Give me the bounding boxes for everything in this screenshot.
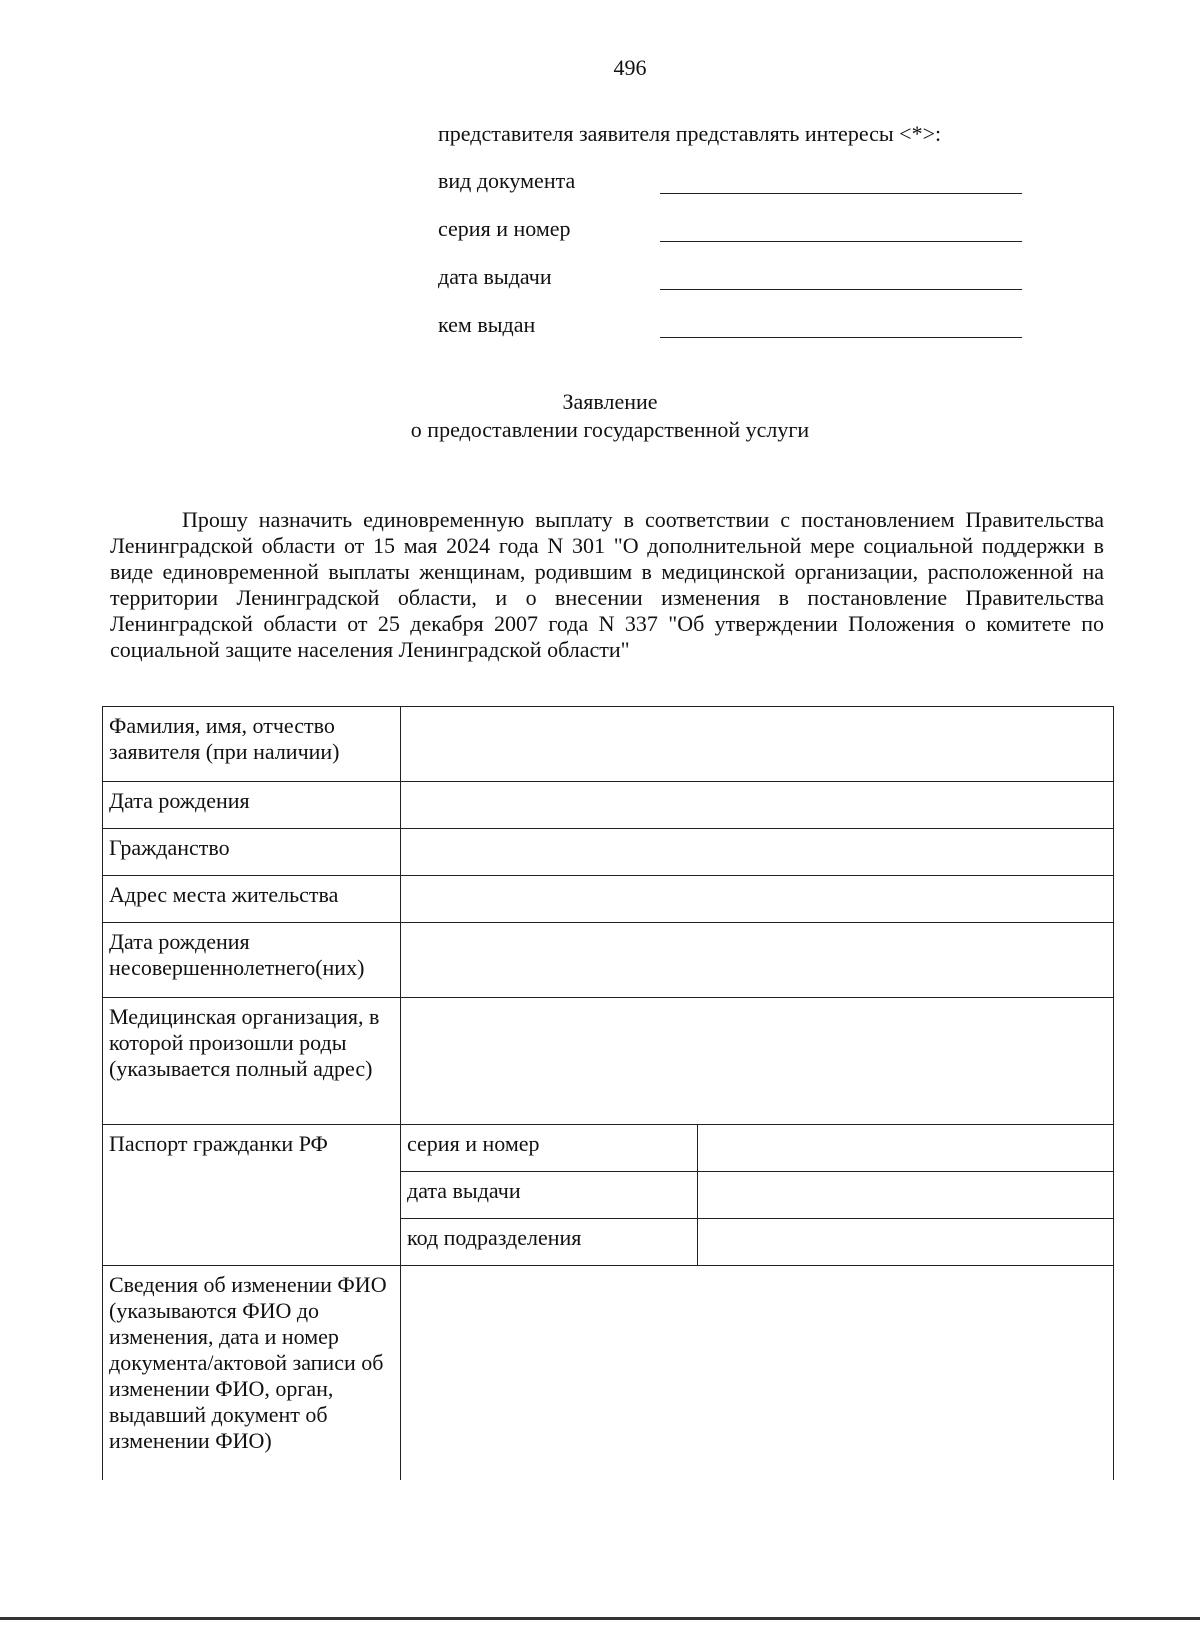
medical-org-label: Медицинская организация, в которой произошли роды (указывается полный адрес) — [103, 998, 401, 1125]
page-number: 496 — [613, 55, 647, 80]
table-row — [103, 782, 1114, 829]
document-type-row — [438, 148, 1038, 196]
full-name-field[interactable] — [401, 707, 1114, 782]
birth-date-field[interactable] — [401, 782, 1114, 829]
series-number-row — [438, 196, 1038, 244]
table-row — [103, 829, 1114, 876]
title-line-2: о предоставлении государственной услуги — [410, 417, 810, 442]
medical-org-field[interactable] — [401, 998, 1114, 1125]
table-row — [103, 1125, 1114, 1172]
representative-intro: представителя заявителя представлять интересы <*>: — [438, 121, 942, 146]
passport-series-number-field[interactable] — [698, 1125, 1114, 1172]
request-paragraph — [110, 507, 1104, 663]
minor-birth-date-label: Дата рождения несовершеннолетнего(них) — [103, 923, 401, 998]
representative-document-block — [438, 120, 1038, 340]
table-row — [103, 707, 1114, 782]
issued-by-field[interactable] — [660, 337, 1022, 338]
full-name-label: Фамилия, имя, отчество заявителя (при наличии) — [103, 707, 401, 782]
address-field[interactable] — [401, 876, 1114, 923]
birth-date-label: Дата рождения — [103, 782, 401, 829]
passport-division-code-label: код подразделения — [401, 1219, 698, 1266]
issue-date-field[interactable] — [660, 289, 1022, 290]
table-row — [103, 876, 1114, 923]
citizenship-label: Гражданство — [103, 829, 401, 876]
table-row — [103, 998, 1114, 1125]
passport-series-number-label: серия и номер — [401, 1125, 698, 1172]
minor-birth-date-field[interactable] — [401, 923, 1114, 998]
address-label: Адрес места жительства — [103, 876, 401, 923]
passport-division-code-field[interactable] — [698, 1219, 1114, 1266]
table-row — [103, 923, 1114, 998]
passport-issue-date-label: дата выдачи — [401, 1172, 698, 1219]
issue-date-label: дата выдачи — [438, 264, 552, 289]
issued-by-label: кем выдан — [438, 312, 536, 337]
issue-date-row — [438, 244, 1038, 292]
title-line-1: Заявление — [562, 389, 658, 414]
table-row — [103, 1266, 1114, 1481]
name-change-label: Сведения об изменении ФИО (указываются ФИО до изменения, дата и номер документа/актовой записи об изменении ФИО, орган, выдавший документ об изменении ФИО) — [103, 1266, 401, 1481]
document-type-field[interactable] — [660, 193, 1022, 194]
request-text: Прошу назначить единовременную выплату в соответствии с постановлением Правительства Ленинградской области от 15 мая 2024 года N 301 "О дополнительной мере социальной поддержки в виде единовременной выплаты женщинам, родившим в медицинской организации, расположенной на территории Ленинградской области, и о внесении изменения в постановление Правительства Ленинградской области от 25 декабря 2007 года N 337 "Об утверждении Положения о комитете по социальной защите населения Ленинградской области" — [110, 507, 1104, 662]
document-title — [0, 388, 1200, 444]
series-number-label: серия и номер — [438, 216, 571, 241]
document-type-label: вид документа — [438, 168, 576, 193]
series-number-field[interactable] — [660, 241, 1022, 242]
scan-edge-line — [0, 1617, 1200, 1620]
citizenship-field[interactable] — [401, 829, 1114, 876]
passport-issue-date-field[interactable] — [698, 1172, 1114, 1219]
passport-label: Паспорт гражданки РФ — [103, 1125, 401, 1266]
issued-by-row — [438, 292, 1038, 340]
name-change-field[interactable] — [401, 1266, 1114, 1481]
application-form-table — [102, 706, 1114, 1480]
